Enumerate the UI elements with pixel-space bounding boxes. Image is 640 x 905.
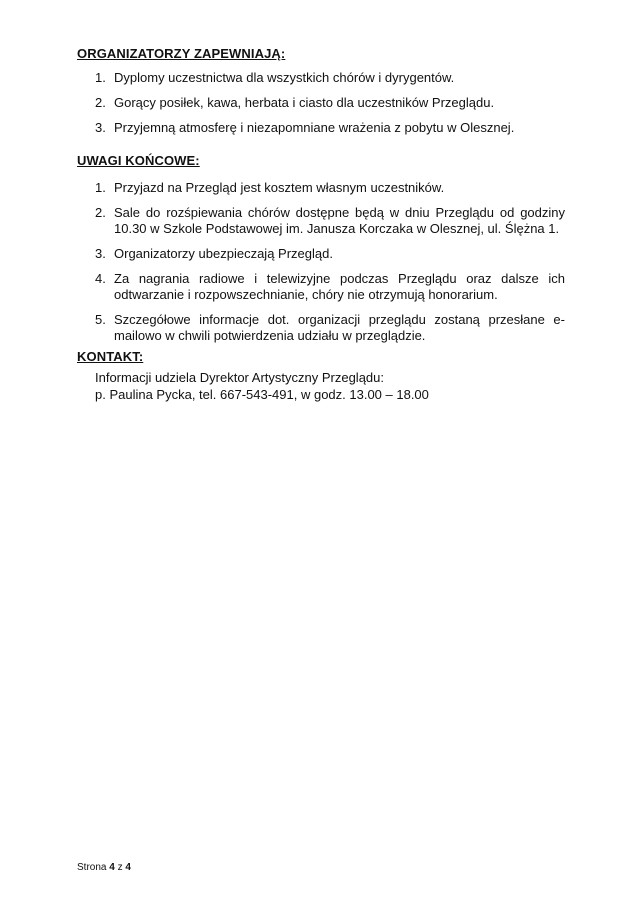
list-number: 3. <box>95 120 106 135</box>
list-number: 5. <box>95 312 106 327</box>
list-number: 1. <box>95 70 106 85</box>
contact-line-2: p. Paulina Pycka, tel. 667-543-491, w godz. 13.00 – 18.00 <box>95 387 429 402</box>
list-number: 4. <box>95 271 106 286</box>
footer-total-pages: 4 <box>125 862 131 873</box>
organizers-list <box>77 70 565 136</box>
list-item-text: Organizatorzy ubezpieczają Przegląd. <box>114 246 333 261</box>
list-item-text: Sale do rozśpiewania chórów dostępne będą w dniu Przeglądu od godziny 10.30 w Szkole Podstawowej im. Janusza Korczaka w Olesznej, ul. Ślężna 1. <box>114 205 565 236</box>
remarks-item-4 <box>77 271 565 303</box>
remarks-item-2 <box>77 205 565 237</box>
list-number: 2. <box>95 205 106 220</box>
list-number: 2. <box>95 95 106 110</box>
organizers-item-3 <box>77 120 565 136</box>
footer-current-page: 4 <box>109 862 115 873</box>
list-item-text: Dyplomy uczestnictwa dla wszystkich chórów i dyrygentów. <box>114 70 455 85</box>
remarks-item-1 <box>77 180 565 196</box>
organizers-item-1 <box>77 70 565 86</box>
page-footer <box>77 862 131 874</box>
contact-heading: KONTAKT: <box>77 349 144 364</box>
contact-line-1: Informacji udziela Dyrektor Artystyczny Przeglądu: <box>95 370 384 385</box>
contact-details <box>77 369 565 403</box>
list-item-text: Gorący posiłek, kawa, herbata i ciasto dla uczestników Przeglądu. <box>114 95 495 110</box>
footer-separator: z <box>117 862 123 873</box>
remarks-item-5 <box>77 312 565 344</box>
list-number: 1. <box>95 180 106 195</box>
footer-label: Strona <box>77 862 107 873</box>
list-item-text: Szczegółowe informacje dot. organizacji przeglądu zostaną przesłane e-mailowo w chwili potwierdzenia udziału w przeglądzie. <box>114 312 565 343</box>
remarks-item-3 <box>77 246 565 262</box>
list-item-text: Przyjazd na Przegląd jest kosztem własnym uczestników. <box>114 180 445 195</box>
list-item-text: Przyjemną atmosferę i niezapomniane wrażenia z pobytu w Olesznej. <box>114 120 515 135</box>
remarks-list <box>77 180 565 344</box>
organizers-item-2 <box>77 95 565 111</box>
list-item-text: Za nagrania radiowe i telewizyjne podczas Przeglądu oraz dalsze ich odtwarzanie i rozpowszechnianie, chóry nie otrzymują honorarium. <box>114 271 565 302</box>
organizers-heading: ORGANIZATORZY ZAPEWNIAJĄ: <box>77 46 286 61</box>
list-number: 3. <box>95 246 106 261</box>
organizers-section <box>77 46 565 136</box>
remarks-section <box>77 153 565 344</box>
contact-section <box>77 349 565 403</box>
remarks-heading: UWAGI KOŃCOWE: <box>77 153 200 168</box>
